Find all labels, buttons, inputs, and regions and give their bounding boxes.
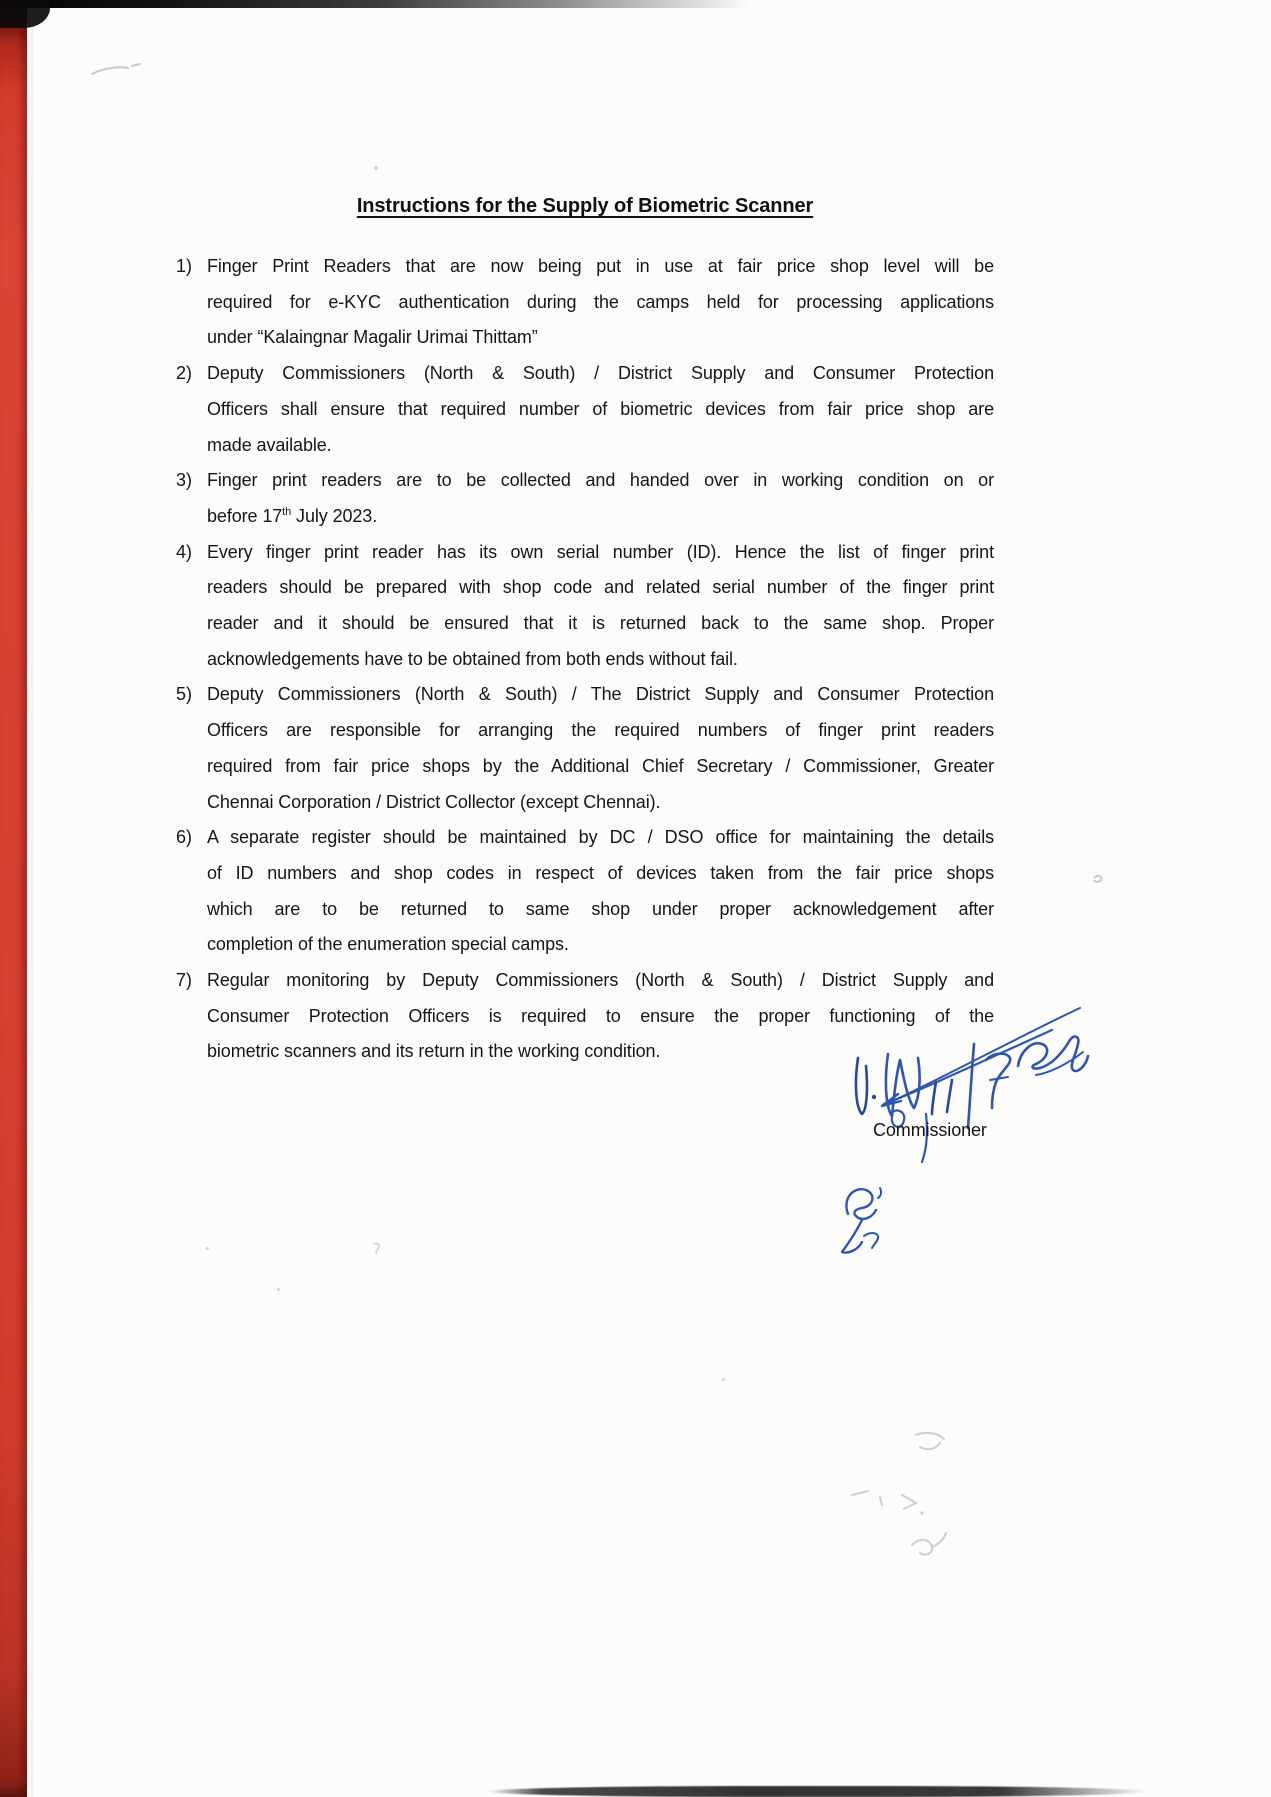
- list-item-5: [176, 677, 994, 820]
- list-item-4: [176, 535, 994, 678]
- item-number: 3): [176, 470, 193, 491]
- item-line: Every finger print reader has its own serial number (ID). Hence the list of finger print: [207, 541, 994, 562]
- item-line: completion of the enumeration special camps.: [207, 934, 569, 955]
- item-line: which are to be returned to same shop under proper acknowledgement after: [207, 898, 994, 919]
- item-line: readers should be prepared with shop code and related serial number of the finger print: [207, 577, 994, 598]
- item-line: of ID numbers and shop codes in respect of devices taken from the fair price shops: [207, 862, 994, 883]
- item-line-date: [207, 499, 994, 535]
- item-number: 2): [176, 363, 193, 384]
- item-number: 5): [176, 684, 193, 705]
- item-line: Deputy Commissioners (North & South) / District Supply and Consumer Protection: [207, 363, 994, 384]
- date-text: July 2023.: [291, 505, 378, 526]
- scan-bottom-shadow: [488, 1786, 1148, 1797]
- item-line: Deputy Commissioners (North & South) / The District Supply and Consumer Protection: [207, 684, 994, 705]
- item-line: Regular monitoring by Deputy Commissioners (North & South) / District Supply and: [207, 970, 994, 991]
- item-number: 7): [176, 970, 193, 991]
- scan-artifact-speck: [374, 166, 378, 170]
- scan-artifact-speck: [206, 1247, 209, 1250]
- item-line: Officers shall ensure that required number of biometric devices from fair price shop are: [207, 398, 994, 419]
- item-line: Chennai Corporation / District Collector (except Chennai).: [207, 791, 661, 812]
- item-line: Finger Print Readers that are now being put in use at fair price shop level will be: [207, 256, 994, 276]
- list-item-6: [176, 820, 994, 963]
- item-line: Consumer Protection Officers is required to ensure the proper functioning of the: [207, 1005, 994, 1026]
- initials-scribble: [818, 1180, 910, 1260]
- document-title: Instructions for the Supply of Biometric Scanner: [356, 195, 814, 217]
- list-item-2: [176, 356, 994, 463]
- item-number: 1): [176, 256, 193, 276]
- scan-top-shadow: [0, 0, 790, 8]
- scan-artifact-mark: [370, 1240, 384, 1256]
- item-line: Officers are responsible for arranging the required numbers of finger print readers: [207, 720, 994, 741]
- item-line: biometric scanners and its return in the working condition.: [207, 1041, 661, 1062]
- list-item-1: [176, 249, 994, 356]
- list-item-7: [176, 963, 994, 1070]
- scan-artifact-mark: [1092, 870, 1106, 886]
- scan-artifact-pencil-mark: [88, 58, 148, 80]
- item-line: required for e-KYC authentication during the camps held for processing applications: [207, 291, 994, 312]
- item-line: A separate register should be maintained by DC / DSO office for maintaining the details: [207, 827, 994, 848]
- item-line: required from fair price shops by the Additional Chief Secretary / Commissioner, Greater: [207, 755, 994, 776]
- date-text: before 17: [207, 505, 283, 526]
- page-fold-shadow: [31, 0, 33, 1797]
- scan-artifact-speck: [722, 1378, 725, 1381]
- item-line: Finger print readers are to be collected and handed over in working condition on or: [207, 470, 994, 491]
- commissioner-label: Commissioner: [873, 1120, 987, 1140]
- item-line: under “Kalaingnar Magalir Urimai Thittam”: [207, 327, 538, 348]
- item-number: 4): [176, 541, 193, 562]
- scan-edge-red-strip: [0, 0, 27, 1797]
- scan-artifact-speck: [277, 1288, 280, 1291]
- list-item-3: [176, 463, 994, 534]
- document-body: [176, 193, 994, 1070]
- item-line: made available.: [207, 434, 332, 455]
- item-line: acknowledgements have to be obtained from both ends without fail.: [207, 648, 738, 669]
- item-line: reader and it should be ensured that it is returned back to the same shop. Proper: [207, 613, 994, 634]
- item-number: 6): [176, 827, 193, 848]
- scan-artifact-bottom-marks: [846, 1425, 966, 1570]
- scan-corner-shadow: [0, 0, 50, 28]
- date-superscript: th: [282, 505, 292, 518]
